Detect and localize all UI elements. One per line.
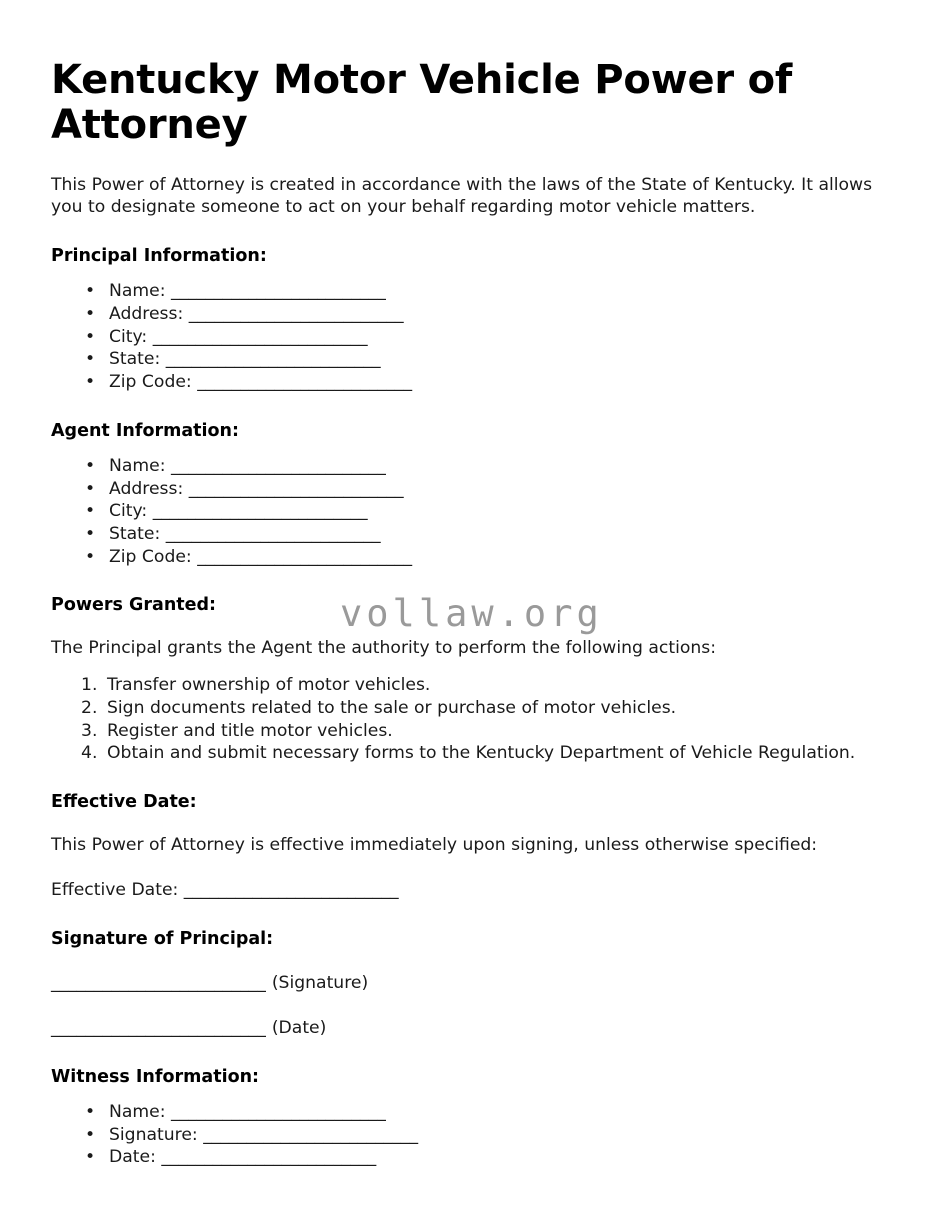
powers-granted-heading: Powers Granted:	[51, 595, 217, 616]
agent-information-heading: Agent Information:	[51, 420, 239, 441]
effective-date-field	[51, 857, 880, 902]
list-item	[97, 1124, 880, 1147]
list-item	[97, 348, 880, 371]
field-blank[interactable]: _________________________	[51, 972, 266, 993]
field-blank[interactable]: _________________________	[170, 455, 386, 476]
field-blank[interactable]: _________________________	[152, 326, 368, 347]
agent-fields-list	[51, 441, 880, 569]
list-item: Sign documents related to the sale or purchase of motor vehicles.	[107, 697, 677, 718]
field-blank[interactable]: _________________________	[188, 478, 404, 499]
field-label: Effective Date:	[51, 879, 179, 900]
field-label: Name:	[109, 281, 166, 302]
principal-signature-line	[51, 949, 880, 995]
field-label: (Date)	[271, 1018, 327, 1039]
list-item	[97, 371, 880, 394]
field-label: Address:	[109, 304, 184, 325]
effective-date-heading: Effective Date:	[51, 792, 197, 813]
list-item	[97, 1146, 880, 1169]
field-blank[interactable]: _________________________	[188, 304, 404, 325]
field-label: Zip Code:	[109, 546, 192, 567]
field-blank[interactable]: _________________________	[197, 546, 413, 567]
page-title: Kentucky Motor Vehicle Power of Attorney	[51, 57, 793, 148]
field-blank[interactable]: _________________________	[170, 1102, 386, 1123]
list-item	[97, 546, 880, 569]
field-blank[interactable]: _________________________	[152, 501, 368, 522]
list-item	[97, 326, 880, 349]
field-blank[interactable]: _________________________	[51, 1018, 266, 1039]
powers-intro-paragraph: The Principal grants the Agent the authority to perform the following actions:	[51, 638, 717, 659]
field-label: City:	[109, 501, 148, 522]
watermark-vollaw: vollaw.org	[340, 592, 603, 635]
field-blank[interactable]: _________________________	[203, 1124, 419, 1145]
list-item	[97, 280, 880, 303]
effective-date-statement: This Power of Attorney is effective immediately upon signing, unless otherwise specified:	[51, 835, 818, 856]
signature-of-principal-heading: Signature of Principal:	[51, 928, 274, 949]
field-label: Date:	[109, 1147, 156, 1168]
field-label: City:	[109, 326, 148, 347]
field-label: Zip Code:	[109, 372, 192, 393]
field-label: Signature:	[109, 1124, 198, 1145]
principal-fields-list	[51, 266, 880, 394]
principal-date-line	[51, 994, 880, 1040]
field-label: Name:	[109, 455, 166, 476]
field-label: Name:	[109, 1102, 166, 1123]
list-item	[97, 523, 880, 546]
field-blank[interactable]: _________________________	[170, 281, 386, 302]
list-item	[97, 500, 880, 523]
field-blank[interactable]: _________________________	[161, 1147, 377, 1168]
field-label: State:	[109, 523, 161, 544]
field-label: (Signature)	[271, 972, 369, 993]
list-item: Register and title motor vehicles.	[107, 720, 393, 741]
principal-information-heading: Principal Information:	[51, 246, 267, 267]
list-item: Transfer ownership of motor vehicles.	[107, 675, 431, 696]
field-label: Address:	[109, 478, 184, 499]
list-item: Obtain and submit necessary forms to the Kentucky Department of Vehicle Regulation.	[107, 743, 856, 764]
powers-granted-list	[51, 660, 880, 765]
witness-fields-list	[51, 1087, 880, 1169]
field-label: State:	[109, 349, 161, 370]
field-blank[interactable]: _________________________	[165, 523, 381, 544]
intro-paragraph: This Power of Attorney is created in accordance with the laws of the State of Kentucky. It allows you to designate someone to act on your behalf regarding motor vehicle matters.	[51, 174, 873, 218]
list-item	[97, 478, 880, 501]
field-blank[interactable]: _________________________	[197, 372, 413, 393]
field-blank[interactable]: _________________________	[165, 349, 381, 370]
list-item	[97, 303, 880, 326]
list-item	[97, 455, 880, 478]
witness-information-heading: Witness Information:	[51, 1067, 260, 1088]
list-item	[97, 1101, 880, 1124]
field-blank[interactable]: _________________________	[183, 879, 399, 900]
